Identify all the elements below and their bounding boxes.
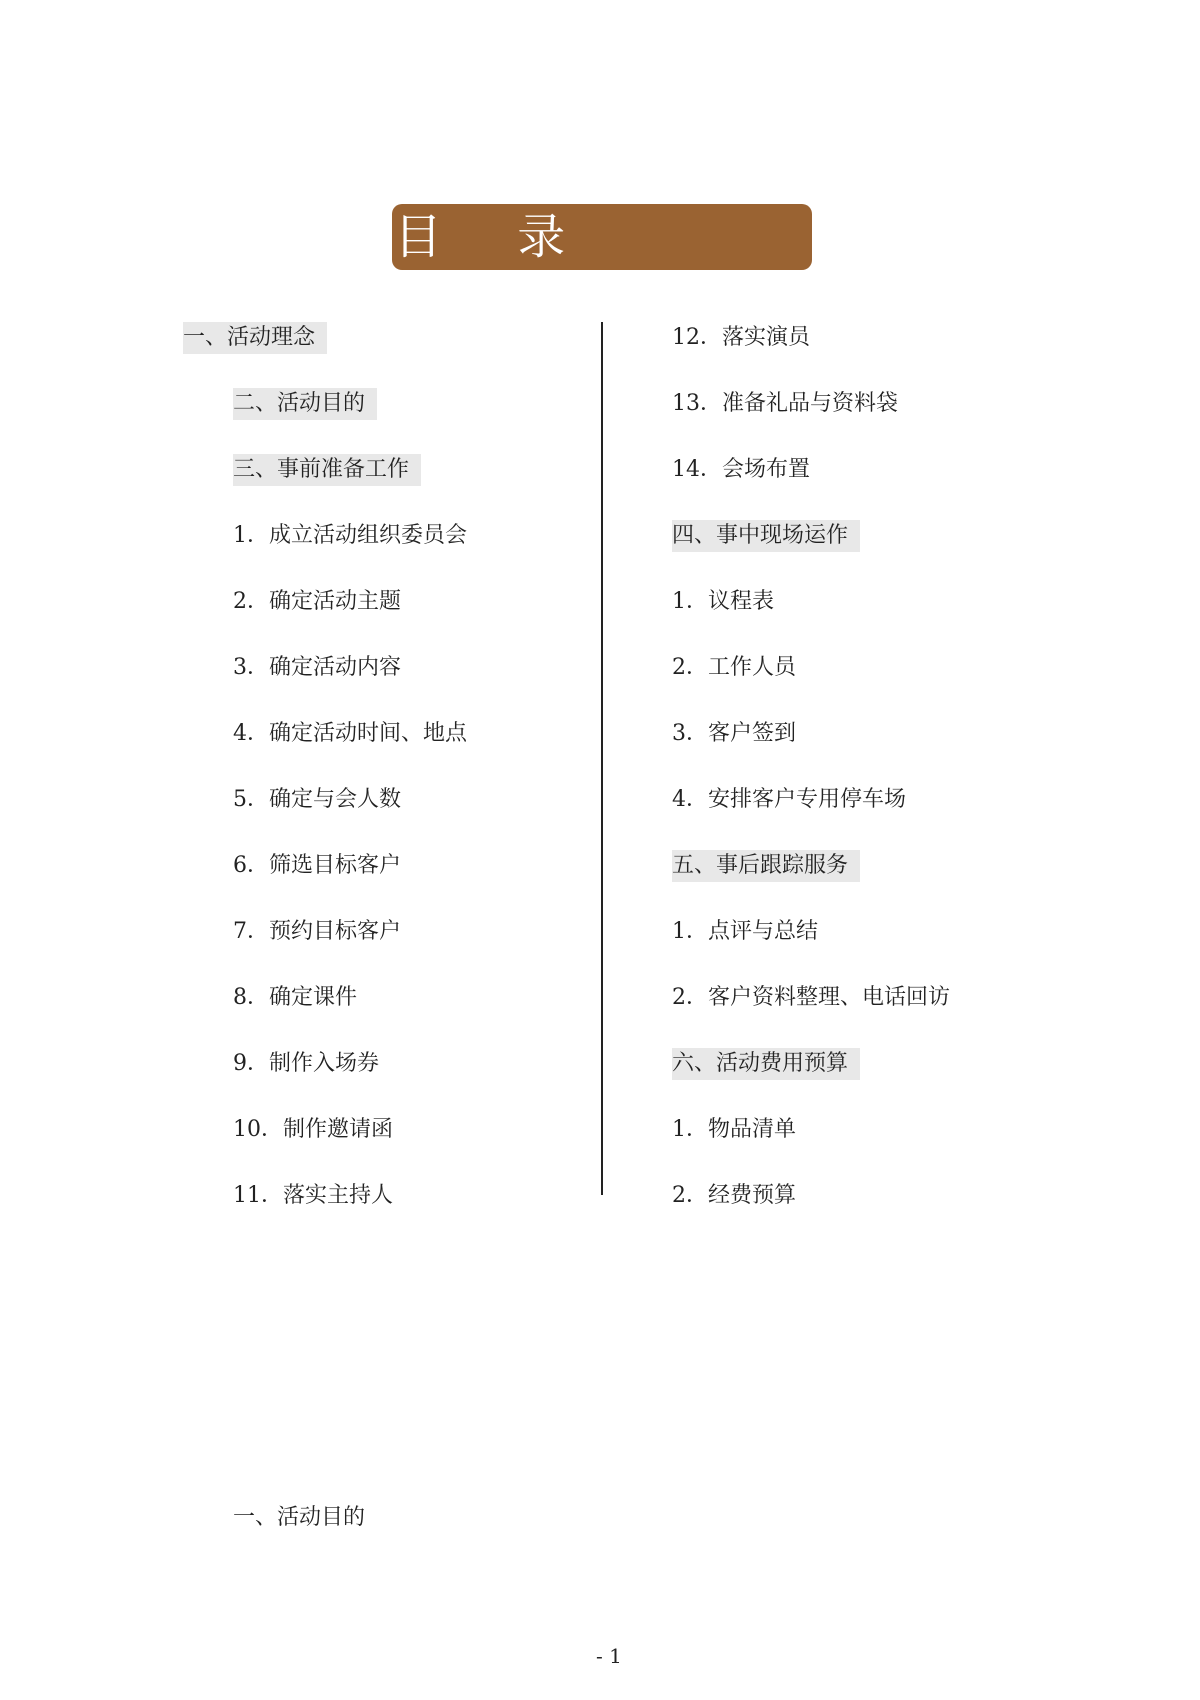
toc-entry[interactable]: 4．确定活动时间、地点	[233, 721, 467, 746]
toc-entry[interactable]: 12．落实演员	[672, 325, 810, 350]
toc-entry[interactable]: 1．议程表	[672, 589, 774, 614]
toc-entry[interactable]: 7．预约目标客户	[233, 919, 401, 944]
toc-entry[interactable]: 2．工作人员	[672, 655, 796, 680]
toc-entry[interactable]: 13．准备礼品与资料袋	[672, 391, 898, 416]
toc-entry[interactable]: 14．会场布置	[672, 457, 810, 482]
toc-entry[interactable]: 2．经费预算	[672, 1183, 796, 1208]
toc-entry[interactable]: 3．确定活动内容	[233, 655, 401, 680]
toc-entry[interactable]: 3．客户签到	[672, 721, 796, 746]
toc-entry[interactable]: 1．成立活动组织委员会	[233, 523, 467, 548]
toc-entry[interactable]: 6．筛选目标客户	[233, 853, 401, 878]
column-divider	[601, 322, 603, 1195]
toc-section-heading[interactable]: 一、活动理念	[183, 322, 327, 354]
toc-section-heading[interactable]: 六、活动费用预算	[672, 1048, 860, 1080]
toc-entry[interactable]: 9．制作入场券	[233, 1051, 379, 1076]
toc-entry[interactable]: 11．落实主持人	[233, 1183, 393, 1208]
toc-entry[interactable]: 4．安排客户专用停车场	[672, 787, 906, 812]
toc-section-heading[interactable]: 四、事中现场运作	[672, 520, 860, 552]
toc-entry[interactable]: 1．物品清单	[672, 1117, 796, 1142]
toc-entry[interactable]: 1．点评与总结	[672, 919, 818, 944]
toc-entry[interactable]: 5．确定与会人数	[233, 787, 401, 812]
page-number: - 1	[596, 1644, 622, 1668]
toc-section-heading[interactable]: 五、事后跟踪服务	[672, 850, 860, 882]
toc-entry[interactable]: 2．确定活动主题	[233, 589, 401, 614]
toc-section-heading[interactable]: 三、事前准备工作	[233, 454, 421, 486]
section-heading: 一、活动目的	[233, 1505, 366, 1530]
toc-entry[interactable]: 8．确定课件	[233, 985, 357, 1010]
toc-section-heading[interactable]: 二、活动目的	[233, 388, 377, 420]
toc-entry[interactable]: 10．制作邀请函	[233, 1117, 393, 1142]
toc-entry[interactable]: 2．客户资料整理、电话回访	[672, 985, 950, 1010]
toc-title: 目 录	[394, 209, 596, 265]
